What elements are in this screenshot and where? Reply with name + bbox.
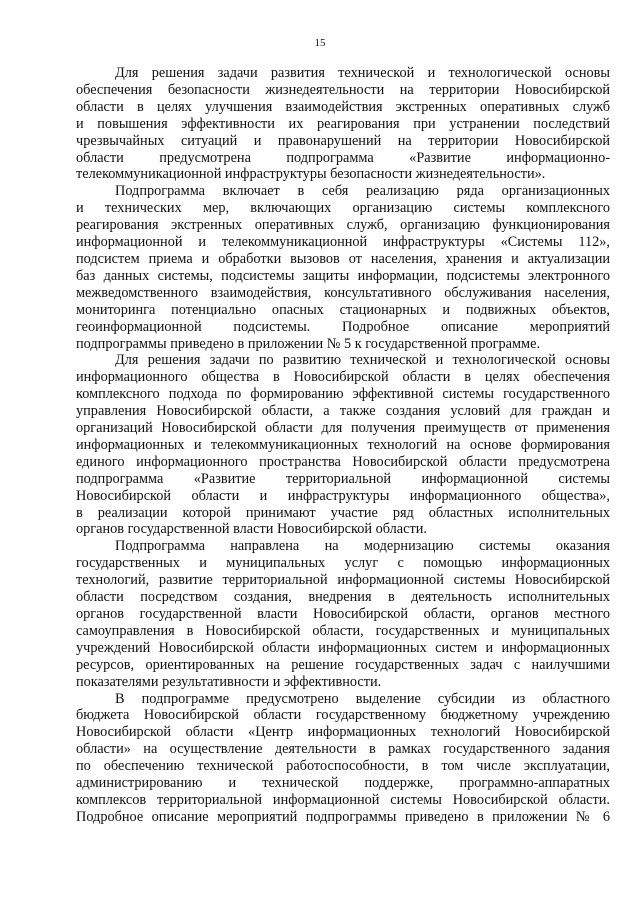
text-line: администрированию и технической поддержке, программно-аппаратных xyxy=(76,775,610,792)
text-line: технологий, развитие территориальной информационной системы Новосибирской xyxy=(76,572,610,589)
text-line: Для решения задачи по развитию технической и технологической основы xyxy=(115,352,610,369)
text-line: информационного общества в Новосибирской области в целях обеспечения xyxy=(76,369,610,386)
text-line: Для решения задачи развития технической и технологической основы xyxy=(115,65,610,81)
text-line: самоуправления в Новосибирской области, государственных и муниципальных xyxy=(76,622,610,639)
text-line: информационной и телекоммуникационной инфраструктуры «Системы 112», xyxy=(76,234,610,251)
text-line: баз данных системы, подсистемы защиты информации, подсистемы электронного xyxy=(76,267,610,284)
text-line: государственных и муниципальных услуг с помощью информационных xyxy=(76,555,610,572)
text-line: области предусмотрена подпрограмма «Развитие информационно- xyxy=(76,149,610,166)
text-line: по обеспечению технической работоспособности, в том числе эксплуатации, xyxy=(76,758,610,775)
text-line: показателями результативности и эффективности. xyxy=(76,673,382,690)
text-line: организаций Новосибирской области для получения преимуществ от применения xyxy=(76,420,610,437)
text-line: обеспечения безопасности жизнедеятельности на территории Новосибирской xyxy=(76,81,610,98)
text-line: мониторинга потенциально опасных стационарных и подвижных объектов, xyxy=(76,301,610,318)
text-line: телекоммуникационной инфраструктуры безопасности жизнедеятельности». xyxy=(76,166,546,183)
paragraph xyxy=(76,352,610,538)
text-line: области» на осуществление деятельности в рамках государственного задания xyxy=(76,741,610,758)
paragraph xyxy=(76,65,610,183)
text-line: учреждений Новосибирской области информационных систем и информационных xyxy=(76,639,610,656)
text-line: области в целях улучшения взаимодействия экстренных оперативных служб xyxy=(76,98,610,115)
text-line: бюджета Новосибирской области государственному бюджетному учреждению xyxy=(76,707,610,724)
text-line: подпрограмма «Развитие территориальной информационной системы xyxy=(76,470,610,487)
text-line: Новосибирской области «Центр информационных технологий Новосибирской xyxy=(76,724,610,741)
text-line: информационных и телекоммуникационных технологий на основе формирования xyxy=(76,436,610,453)
page-number: 15 xyxy=(314,37,326,49)
text-line: чрезвычайных ситуаций и правонарушений на территории Новосибирской xyxy=(76,132,610,149)
paragraph xyxy=(76,691,610,826)
text-line: комплексного подхода по формированию эффективной системы государственного xyxy=(76,386,610,403)
text-line: в реализации которой принимают участие ряд областных исполнительных xyxy=(76,504,610,521)
text-line: управления Новосибирской области, а также создания условий для граждан и xyxy=(76,403,610,420)
text-line: геоинформационной подсистемы. Подробное описание мероприятий xyxy=(76,318,610,335)
text-line: органов государственной власти Новосибирской области. xyxy=(76,521,427,538)
text-line: подпрограммы приведено в приложении № 5 к государственной программе. xyxy=(76,335,541,352)
text-line: Подпрограмма направлена на модернизацию системы оказания xyxy=(115,538,610,555)
text-line: межведомственного взаимодействия, консультативного обслуживания населения, xyxy=(76,284,610,301)
text-line: ресурсов, ориентированных на решение государственных задач с наилучшими xyxy=(76,656,610,673)
text-line: и повышения эффективности их реагирования при устранении последствий xyxy=(76,115,610,132)
text-line: Подпрограмма включает в себя реализацию ряда организационных xyxy=(115,183,610,200)
text-line: комплексов территориальной информационной системы Новосибирской области. xyxy=(76,791,610,808)
paragraph xyxy=(76,183,610,352)
text-line: и технических мер, включающих организацию системы комплексного xyxy=(76,200,610,217)
body-text xyxy=(76,65,610,826)
text-line: органов государственной власти Новосибирской области, органов местного xyxy=(76,606,610,622)
text-line: реагирования экстренных оперативных служб, организацию функционирования xyxy=(76,217,610,234)
text-line: области посредством создания, внедрения в деятельность исполнительных xyxy=(76,589,610,606)
text-line: единого информационного пространства Новосибирской области предусмотрена xyxy=(76,453,610,470)
text-line: подсистем приема и обработки вызовов от населения, хранения и актуализации xyxy=(76,250,610,267)
text-line: Подробное описание мероприятий подпрограммы приведено в приложении № 6 xyxy=(76,808,610,825)
paragraph xyxy=(76,538,610,690)
text-line: В подпрограмме предусмотрено выделение субсидии из областного xyxy=(115,690,610,707)
text-line: Новосибирской области и инфраструктуры информационного общества», xyxy=(76,487,610,504)
